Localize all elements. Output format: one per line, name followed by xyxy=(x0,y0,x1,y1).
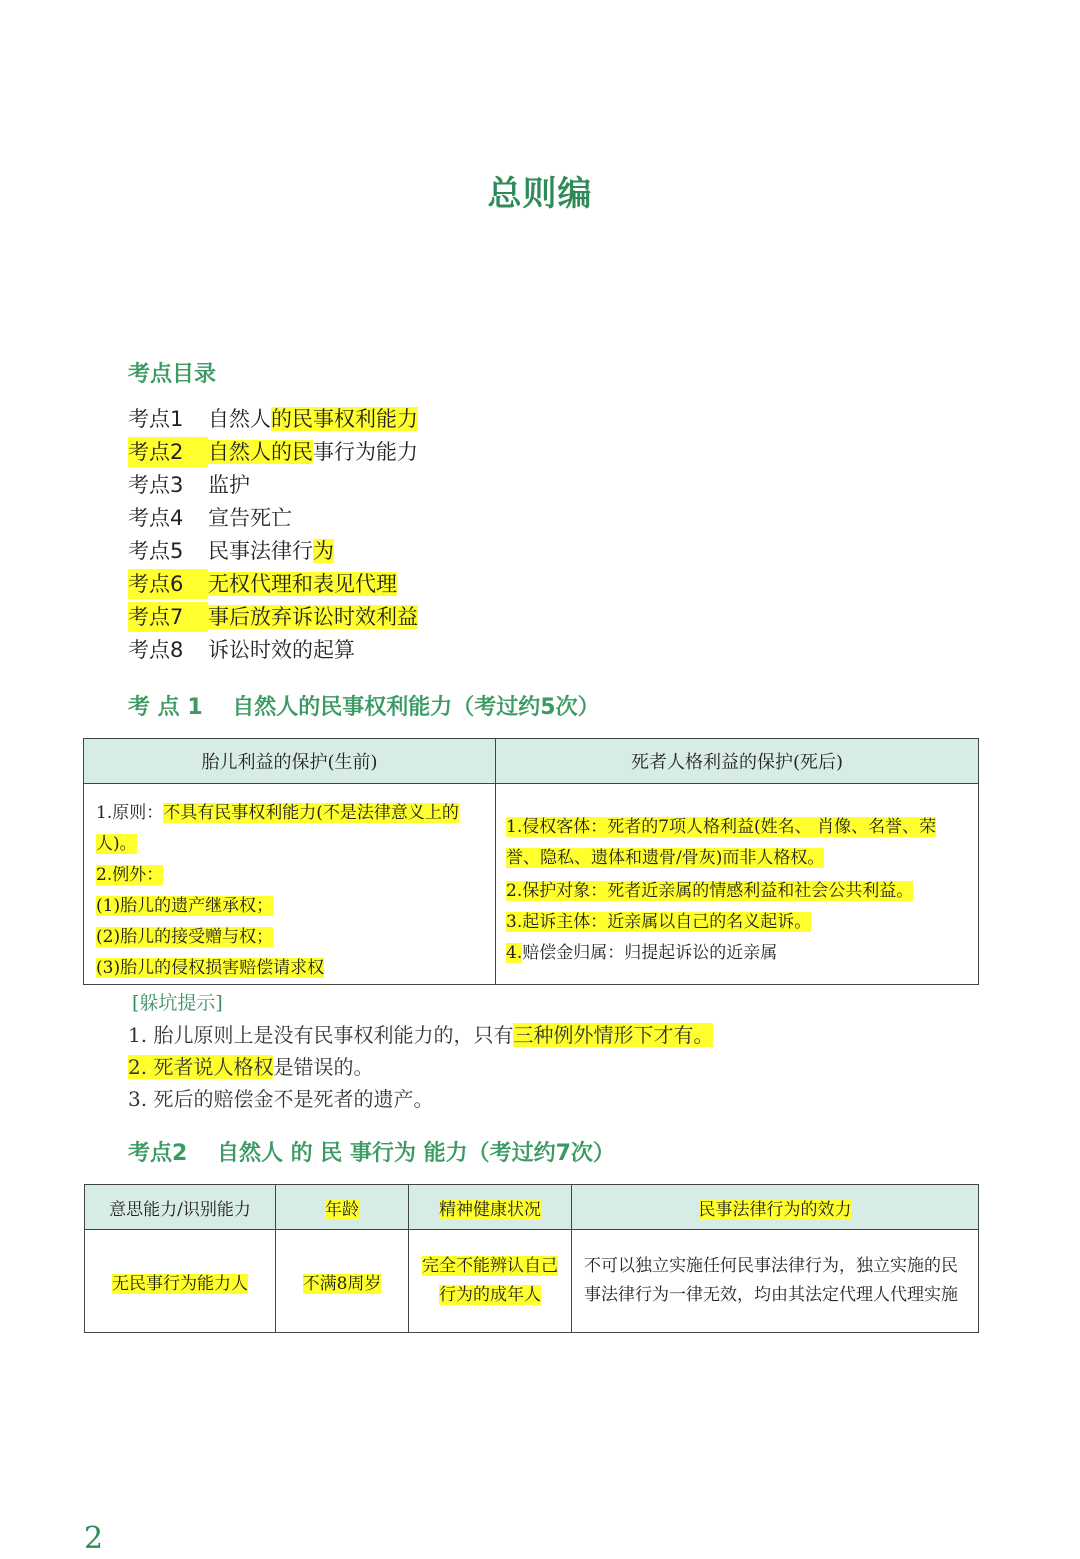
deceased-item-4-text: 赔偿金归属：归提起诉讼的近亲属 xyxy=(522,943,778,963)
toc-item-6 xyxy=(128,569,418,602)
table-header-legal-effect-text: 民事法律行为的效力 xyxy=(698,1199,852,1220)
deceased-item-2: 2.保护对象：死者近亲属的情感利益和社会公共利益。 xyxy=(506,881,914,901)
deceased-protection-cell xyxy=(496,784,979,985)
table-header-legal-effect xyxy=(572,1185,979,1230)
pitfall-tip-2 xyxy=(128,1051,713,1083)
section-1-table xyxy=(83,738,979,985)
pitfall-tip-1-highlight: 三种例外情形下才有。 xyxy=(513,1023,714,1047)
toc-item-text-highlight: 为 xyxy=(313,539,334,563)
toc-item-3 xyxy=(128,470,418,503)
cell-capacity-text: 无民事行为能力人 xyxy=(112,1273,248,1294)
toc-item-text: 宣告死亡 xyxy=(208,506,292,530)
table-header-mental-health xyxy=(409,1185,572,1230)
toc-item-text-highlight: 的民事权利能力 xyxy=(271,407,418,431)
cell-age-text: 不满8周岁 xyxy=(302,1273,382,1294)
toc-item-number: 考点4 xyxy=(128,506,184,530)
toc-item-number: 考点1 xyxy=(128,407,184,431)
toc-item-text: 监护 xyxy=(208,473,250,497)
cell-capacity xyxy=(85,1230,276,1333)
fetus-principle-label: 1.原则： xyxy=(96,803,164,823)
toc-item-8 xyxy=(128,635,418,668)
toc-item-number: 考点2 xyxy=(128,437,208,467)
pitfall-tips xyxy=(128,988,713,1115)
cell-mental-health-text: 完全不能辨认自己行为的成年人 xyxy=(422,1256,558,1305)
toc-item-number: 考点5 xyxy=(128,539,184,563)
toc-item-text: 自然人 xyxy=(208,407,271,431)
table-header-age xyxy=(276,1185,409,1230)
section-1-heading: 考 点 1 自然人的民事权利能力（考过约5次） xyxy=(128,695,600,720)
fetus-principle xyxy=(96,798,483,860)
toc-item-1 xyxy=(128,404,418,437)
page-title: 总则编 xyxy=(487,174,593,214)
toc-item-number: 考点6 xyxy=(128,569,208,599)
pitfall-tip-2-highlight: 2. 死者说人格权 xyxy=(128,1055,274,1079)
section-2-table xyxy=(84,1184,979,1333)
deceased-item-4-number: 4. xyxy=(506,943,523,963)
toc-item-text-highlight: 事后放弃诉讼时效利益 xyxy=(208,605,418,629)
toc-item-text: 民事法律行 xyxy=(208,539,313,563)
cell-age xyxy=(276,1230,409,1333)
toc-item-5 xyxy=(128,536,418,569)
toc-list xyxy=(128,404,418,668)
table-row xyxy=(85,1230,979,1333)
table-header-fetus: 胎儿利益的保护(生前) xyxy=(84,739,496,784)
table-header-deceased: 死者人格利益的保护(死后) xyxy=(496,739,979,784)
toc-item-text: 诉讼时效的起算 xyxy=(208,638,355,662)
fetus-protection-cell xyxy=(84,784,496,985)
fetus-exception-2: (2)胎儿的接受赠与权； xyxy=(96,927,274,947)
toc-item-number: 考点7 xyxy=(128,602,208,632)
toc-heading: 考点目录 xyxy=(128,362,217,387)
cell-legal-effect: 不可以独立实施任何民事法律行为，独立实施的民事法律行为一律无效，均由其法定代理人代理实施 xyxy=(572,1230,979,1333)
deceased-item-1: 1.侵权客体：死者的7项人格利益(姓名、 肖像、名誉、荣誉、隐私、遗体和遗骨/骨灰)而非人格权。 xyxy=(506,817,937,868)
deceased-item-3: 3.起诉主体：近亲属以自己的名义起诉。 xyxy=(506,912,812,932)
page-number: 2 xyxy=(84,1521,104,1556)
table-header-mental-health-text: 精神健康状况 xyxy=(439,1199,541,1220)
table-header-capacity: 意思能力/识别能力 xyxy=(85,1185,276,1230)
pitfall-tip-3: 3. 死后的赔偿金不是死者的遗产。 xyxy=(128,1087,434,1111)
fetus-exception-label: 2.例外： xyxy=(96,865,164,885)
toc-item-text-highlight: 自然人的民 xyxy=(208,440,313,464)
toc-item-2 xyxy=(128,437,418,470)
fetus-principle-text: 不具有民事权利能力(不是法律意义上的人)。 xyxy=(96,803,459,854)
fetus-exception-3: (3)胎儿的侵权损害赔偿请求权 xyxy=(96,958,325,978)
table-header-age-text: 年龄 xyxy=(325,1199,359,1220)
toc-item-text: 事行为能力 xyxy=(313,440,418,464)
toc-item-7 xyxy=(128,602,418,635)
pitfall-tip-1 xyxy=(128,1019,713,1051)
pitfall-tips-heading: [躲坑提示] xyxy=(132,992,223,1014)
section-2-heading: 考点2 自然人 的 民 事行为 能力（考过约7次） xyxy=(128,1141,615,1166)
cell-mental-health xyxy=(409,1230,572,1333)
pitfall-tip-2-text: 是错误的。 xyxy=(273,1055,374,1079)
toc-item-4 xyxy=(128,503,418,536)
pitfall-tip-1-text: 1. 胎儿原则上是没有民事权利能力的，只有 xyxy=(128,1023,514,1047)
toc-item-number: 考点8 xyxy=(128,638,184,662)
toc-item-text-highlight: 无权代理和表见代理 xyxy=(208,572,397,596)
toc-item-number: 考点3 xyxy=(128,473,184,497)
fetus-exception-1: (1)胎儿的遗产继承权； xyxy=(96,896,274,916)
